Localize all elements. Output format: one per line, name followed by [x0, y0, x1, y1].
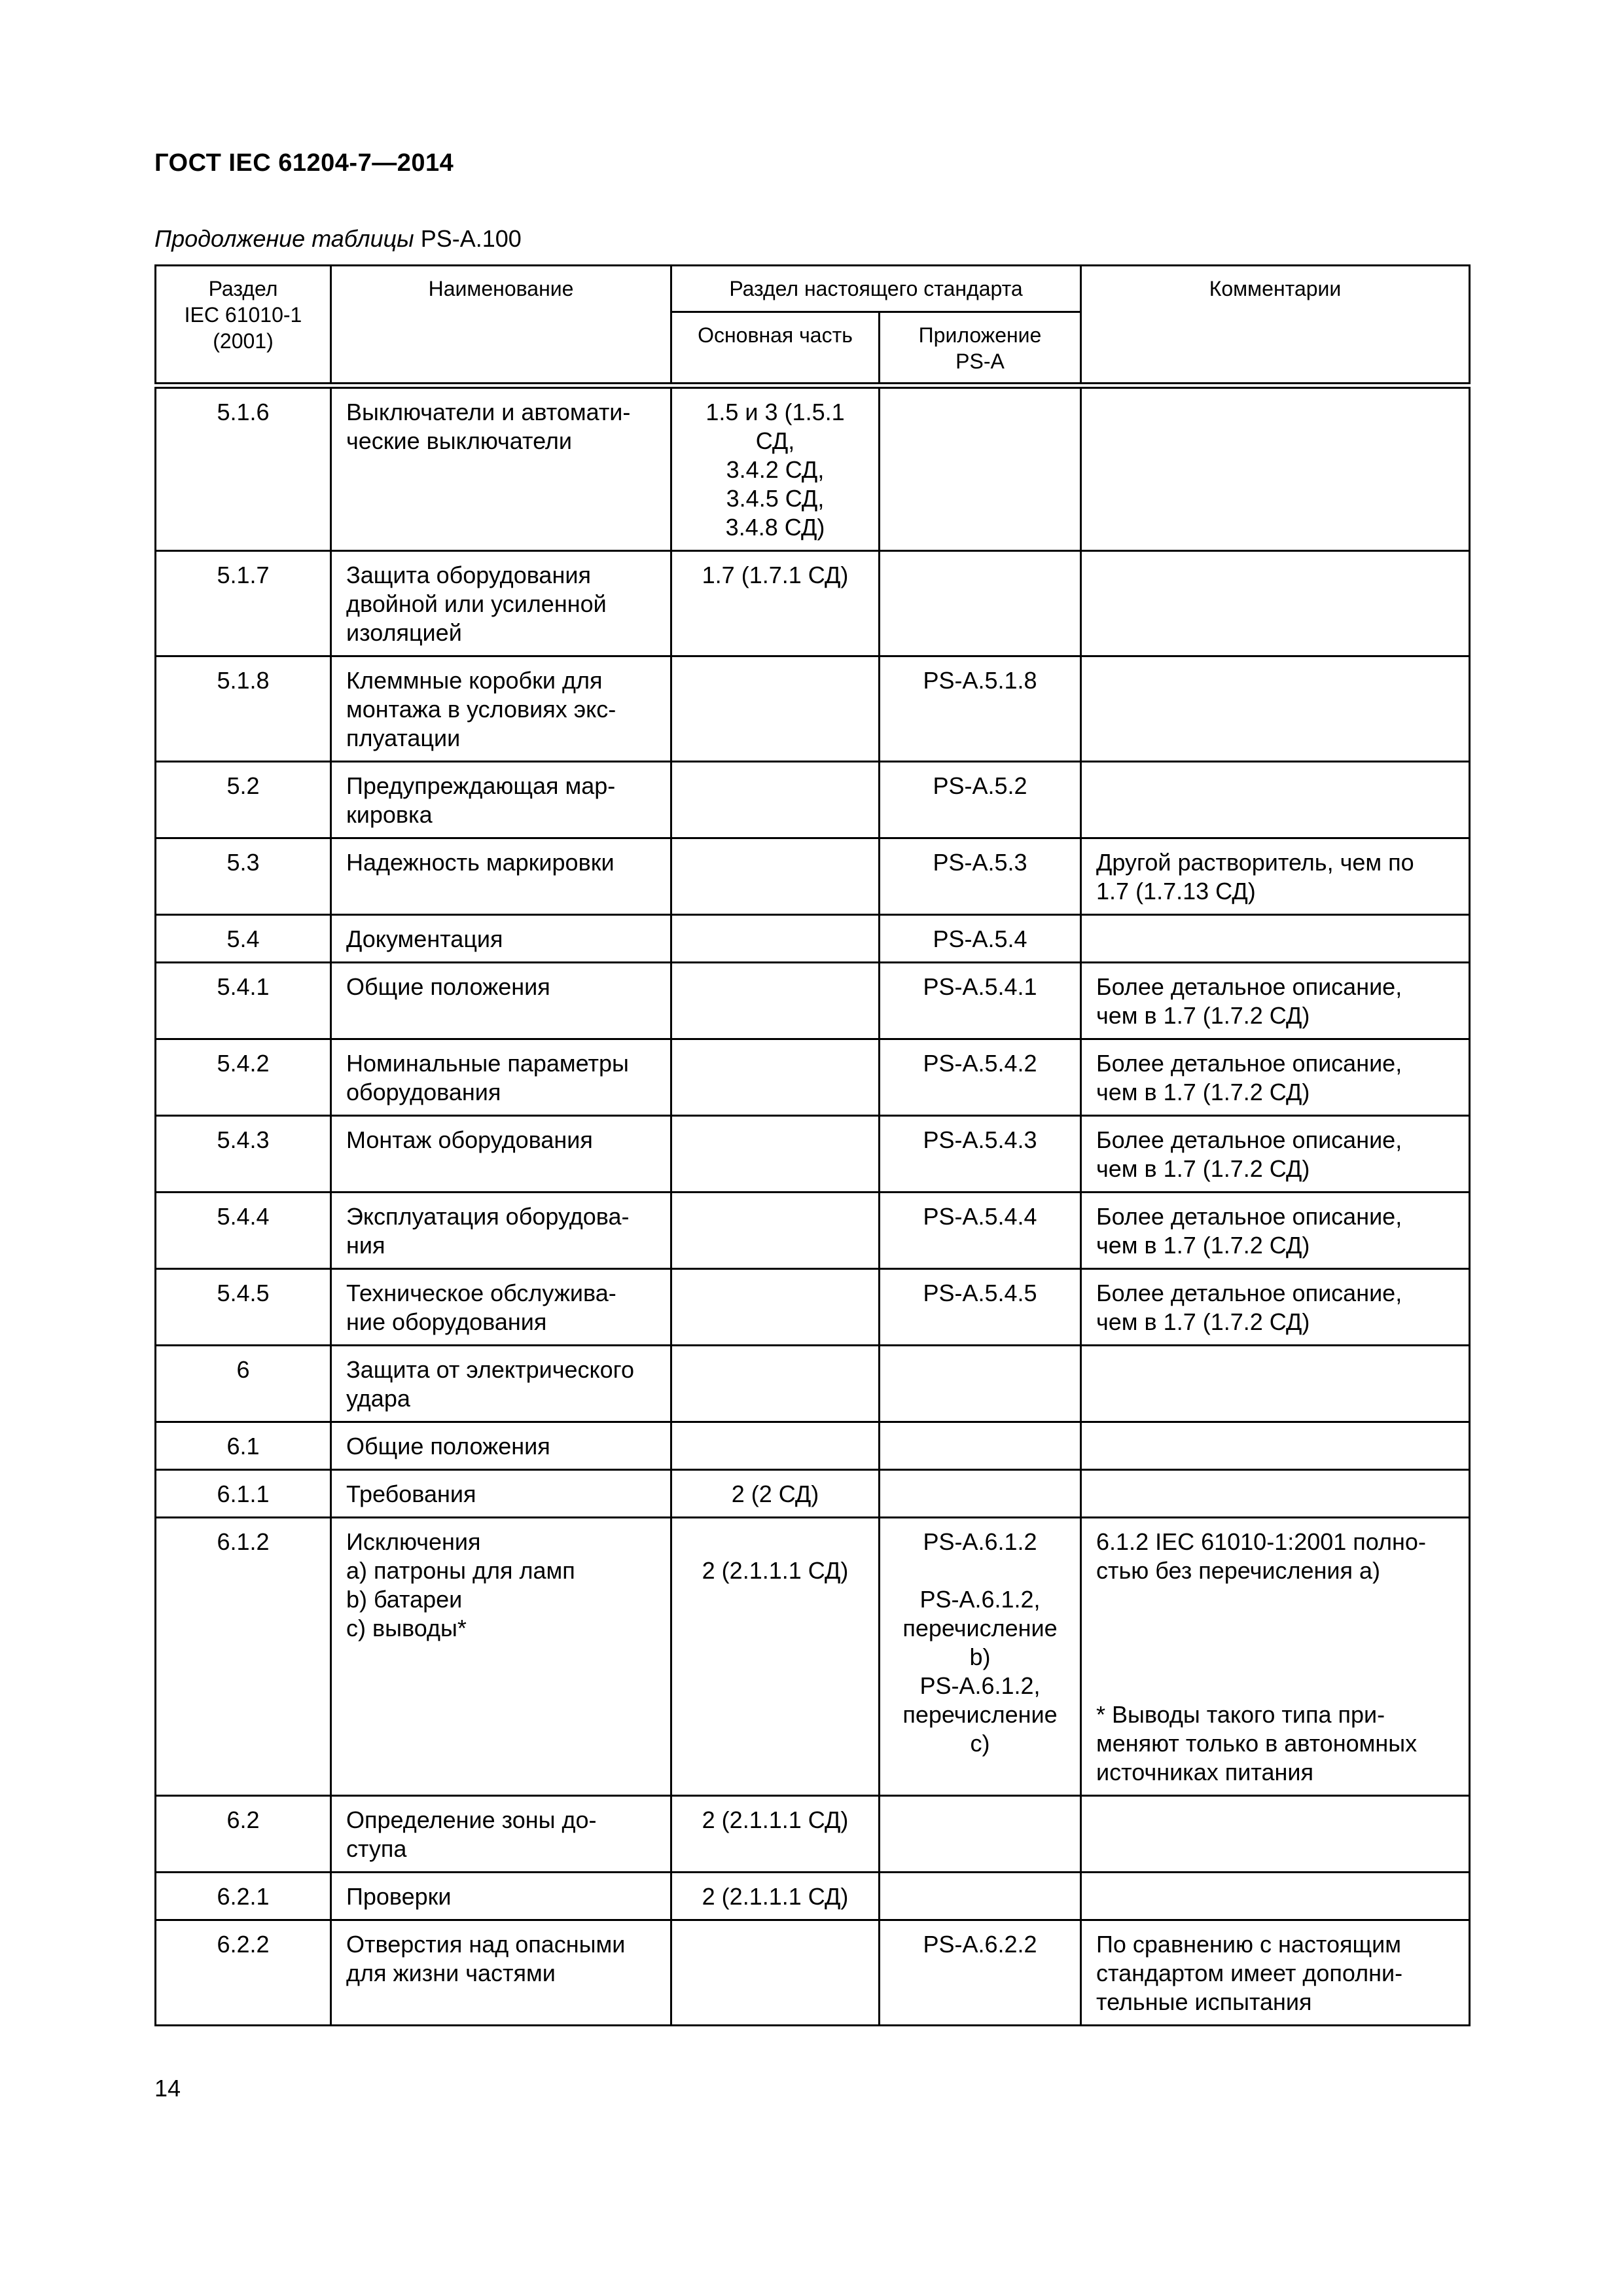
- table-row: [156, 838, 1470, 915]
- cell-name: Защита оборудования двойной или усиленной изоляцией: [331, 551, 671, 656]
- cell-comment: 6.1.2 IEC 61010-1:2001 полно- стью без перечисления a) * Выводы такого типа при- меняют только в автономных источниках питания: [1081, 1518, 1470, 1796]
- cell-section: 5.4.1: [156, 963, 331, 1039]
- cell-section: 5.1.7: [156, 551, 331, 656]
- cell-section: 6.2.1: [156, 1873, 331, 1920]
- document-title: ГОСТ IEC 61204-7—2014: [154, 149, 454, 177]
- table-row: [156, 762, 1470, 838]
- cell-name: Общие положения: [331, 963, 671, 1039]
- cell-annex: PS-A.5.2: [880, 762, 1081, 838]
- table-row: [156, 1269, 1470, 1346]
- cell-comment: [1081, 1422, 1470, 1470]
- cell-comment: Более детальное описание, чем в 1.7 (1.7.2 СД): [1081, 1039, 1470, 1116]
- cell-main-part: [671, 762, 880, 838]
- table-row: [156, 963, 1470, 1039]
- cell-annex: PS-A.6.2.2: [880, 1920, 1081, 2026]
- cell-section: 6: [156, 1346, 331, 1422]
- cell-annex: PS-A.5.4.2: [880, 1039, 1081, 1116]
- table-row: [156, 551, 1470, 656]
- cell-comment: По сравнению с настоящим стандартом имеет дополни- тельные испытания: [1081, 1920, 1470, 2026]
- table-row: [156, 1193, 1470, 1269]
- cell-annex: PS-A.5.4.5: [880, 1269, 1081, 1346]
- table-row: [156, 1518, 1470, 1796]
- cell-main-part: [671, 838, 880, 915]
- cell-annex: PS-A.6.1.2 PS-A.6.1.2, перечисление b) PS-A.6.1.2, перечисление c): [880, 1518, 1081, 1796]
- cell-main-part: [671, 1193, 880, 1269]
- cell-name: Общие положения: [331, 1422, 671, 1470]
- table-row: [156, 1873, 1470, 1920]
- cell-name: Исключения a) патроны для ламп b) батареи c) выводы*: [331, 1518, 671, 1796]
- cell-name: Техническое обслужива- ние оборудования: [331, 1269, 671, 1346]
- table-row: [156, 1039, 1470, 1116]
- cell-comment: [1081, 1470, 1470, 1518]
- cell-section: 5.4: [156, 915, 331, 963]
- table-row: [156, 1470, 1470, 1518]
- header-main-part: Основная часть: [671, 312, 880, 386]
- table-row: [156, 656, 1470, 762]
- cell-main-part: [671, 1422, 880, 1470]
- cell-main-part: 2 (2.1.1.1 СД): [671, 1873, 880, 1920]
- cell-name: Надежность маркировки: [331, 838, 671, 915]
- cell-name: Определение зоны до- ступа: [331, 1796, 671, 1873]
- cell-section: 5.4.4: [156, 1193, 331, 1269]
- cell-section: 6.2: [156, 1796, 331, 1873]
- table-row: [156, 1920, 1470, 2026]
- requirements-table: [154, 264, 1471, 2026]
- cell-comment: [1081, 1346, 1470, 1422]
- cell-comment: [1081, 656, 1470, 762]
- cell-comment: Более детальное описание, чем в 1.7 (1.7.2 СД): [1081, 1193, 1470, 1269]
- cell-comment: [1081, 915, 1470, 963]
- cell-name: Эксплуатация оборудова- ния: [331, 1193, 671, 1269]
- table-body: [156, 386, 1470, 2026]
- caption-table-id: PS-A.100: [420, 225, 522, 252]
- header-section: Раздел IEC 61010-1 (2001): [156, 266, 331, 386]
- cell-annex: PS-A.5.4.4: [880, 1193, 1081, 1269]
- cell-main-part: [671, 1116, 880, 1193]
- cell-name: Защита от электрического удара: [331, 1346, 671, 1422]
- cell-main-part: 2 (2.1.1.1 СД): [671, 1796, 880, 1873]
- cell-annex: PS-A.5.4.3: [880, 1116, 1081, 1193]
- table-row: [156, 386, 1470, 551]
- cell-comment: [1081, 386, 1470, 551]
- cell-comment: [1081, 762, 1470, 838]
- cell-section: 5.4.3: [156, 1116, 331, 1193]
- cell-main-part: [671, 1269, 880, 1346]
- cell-section: 6.2.2: [156, 1920, 331, 2026]
- cell-name: Проверки: [331, 1873, 671, 1920]
- cell-name: Требования: [331, 1470, 671, 1518]
- table-row: [156, 1422, 1470, 1470]
- cell-main-part: [671, 963, 880, 1039]
- cell-annex: [880, 386, 1081, 551]
- cell-section: 6.1.2: [156, 1518, 331, 1796]
- cell-section: 5.4.5: [156, 1269, 331, 1346]
- cell-name: Выключатели и автомати- ческие выключатели: [331, 386, 671, 551]
- cell-comment: Более детальное описание, чем в 1.7 (1.7.2 СД): [1081, 1269, 1470, 1346]
- cell-name: Документация: [331, 915, 671, 963]
- cell-section: 5.1.6: [156, 386, 331, 551]
- header-standard-section: Раздел настоящего стандарта: [671, 266, 1081, 312]
- cell-section: 5.2: [156, 762, 331, 838]
- cell-main-part: 1.5 и 3 (1.5.1 СД, 3.4.2 СД, 3.4.5 СД, 3.4.8 СД): [671, 386, 880, 551]
- cell-main-part: [671, 656, 880, 762]
- header-comments: Комментарии: [1081, 266, 1470, 386]
- page-number: 14: [154, 2075, 181, 2102]
- cell-annex: [880, 1873, 1081, 1920]
- cell-annex: PS-A.5.1.8: [880, 656, 1081, 762]
- cell-main-part: 2 (2.1.1.1 СД): [671, 1518, 880, 1796]
- cell-name: Номинальные параметры оборудования: [331, 1039, 671, 1116]
- cell-name: Отверстия над опасными для жизни частями: [331, 1920, 671, 2026]
- cell-annex: [880, 1346, 1081, 1422]
- cell-comment: Более детальное описание, чем в 1.7 (1.7.2 СД): [1081, 1116, 1470, 1193]
- cell-annex: PS-A.5.3: [880, 838, 1081, 915]
- cell-section: 6.1: [156, 1422, 331, 1470]
- header-name: Наименование: [331, 266, 671, 386]
- table-row: [156, 1346, 1470, 1422]
- cell-annex: [880, 1470, 1081, 1518]
- cell-name: Монтаж оборудования: [331, 1116, 671, 1193]
- cell-main-part: 2 (2 СД): [671, 1470, 880, 1518]
- cell-comment: [1081, 551, 1470, 656]
- cell-name: Клеммные коробки для монтажа в условиях экс- плуатации: [331, 656, 671, 762]
- cell-section: 5.3: [156, 838, 331, 915]
- cell-main-part: [671, 1039, 880, 1116]
- table-row: [156, 1796, 1470, 1873]
- cell-main-part: [671, 1346, 880, 1422]
- header-annex: Приложение PS-A: [880, 312, 1081, 386]
- cell-section: 5.1.8: [156, 656, 331, 762]
- cell-annex: PS-A.5.4.1: [880, 963, 1081, 1039]
- cell-comment: [1081, 1796, 1470, 1873]
- cell-annex: PS-A.5.4: [880, 915, 1081, 963]
- cell-comment: [1081, 1873, 1470, 1920]
- cell-annex: [880, 551, 1081, 656]
- cell-main-part: 1.7 (1.7.1 СД): [671, 551, 880, 656]
- table-row: [156, 1116, 1470, 1193]
- cell-section: 5.4.2: [156, 1039, 331, 1116]
- cell-annex: [880, 1796, 1081, 1873]
- table-row: [156, 915, 1470, 963]
- cell-comment: Другой растворитель, чем по 1.7 (1.7.13 СД): [1081, 838, 1470, 915]
- cell-main-part: [671, 915, 880, 963]
- cell-name: Предупреждающая мар- кировка: [331, 762, 671, 838]
- cell-main-part: [671, 1920, 880, 2026]
- cell-annex: [880, 1422, 1081, 1470]
- table-caption: [154, 225, 522, 253]
- caption-prefix: Продолжение таблицы: [154, 225, 414, 252]
- cell-comment: Более детальное описание, чем в 1.7 (1.7.2 СД): [1081, 963, 1470, 1039]
- cell-section: 6.1.1: [156, 1470, 331, 1518]
